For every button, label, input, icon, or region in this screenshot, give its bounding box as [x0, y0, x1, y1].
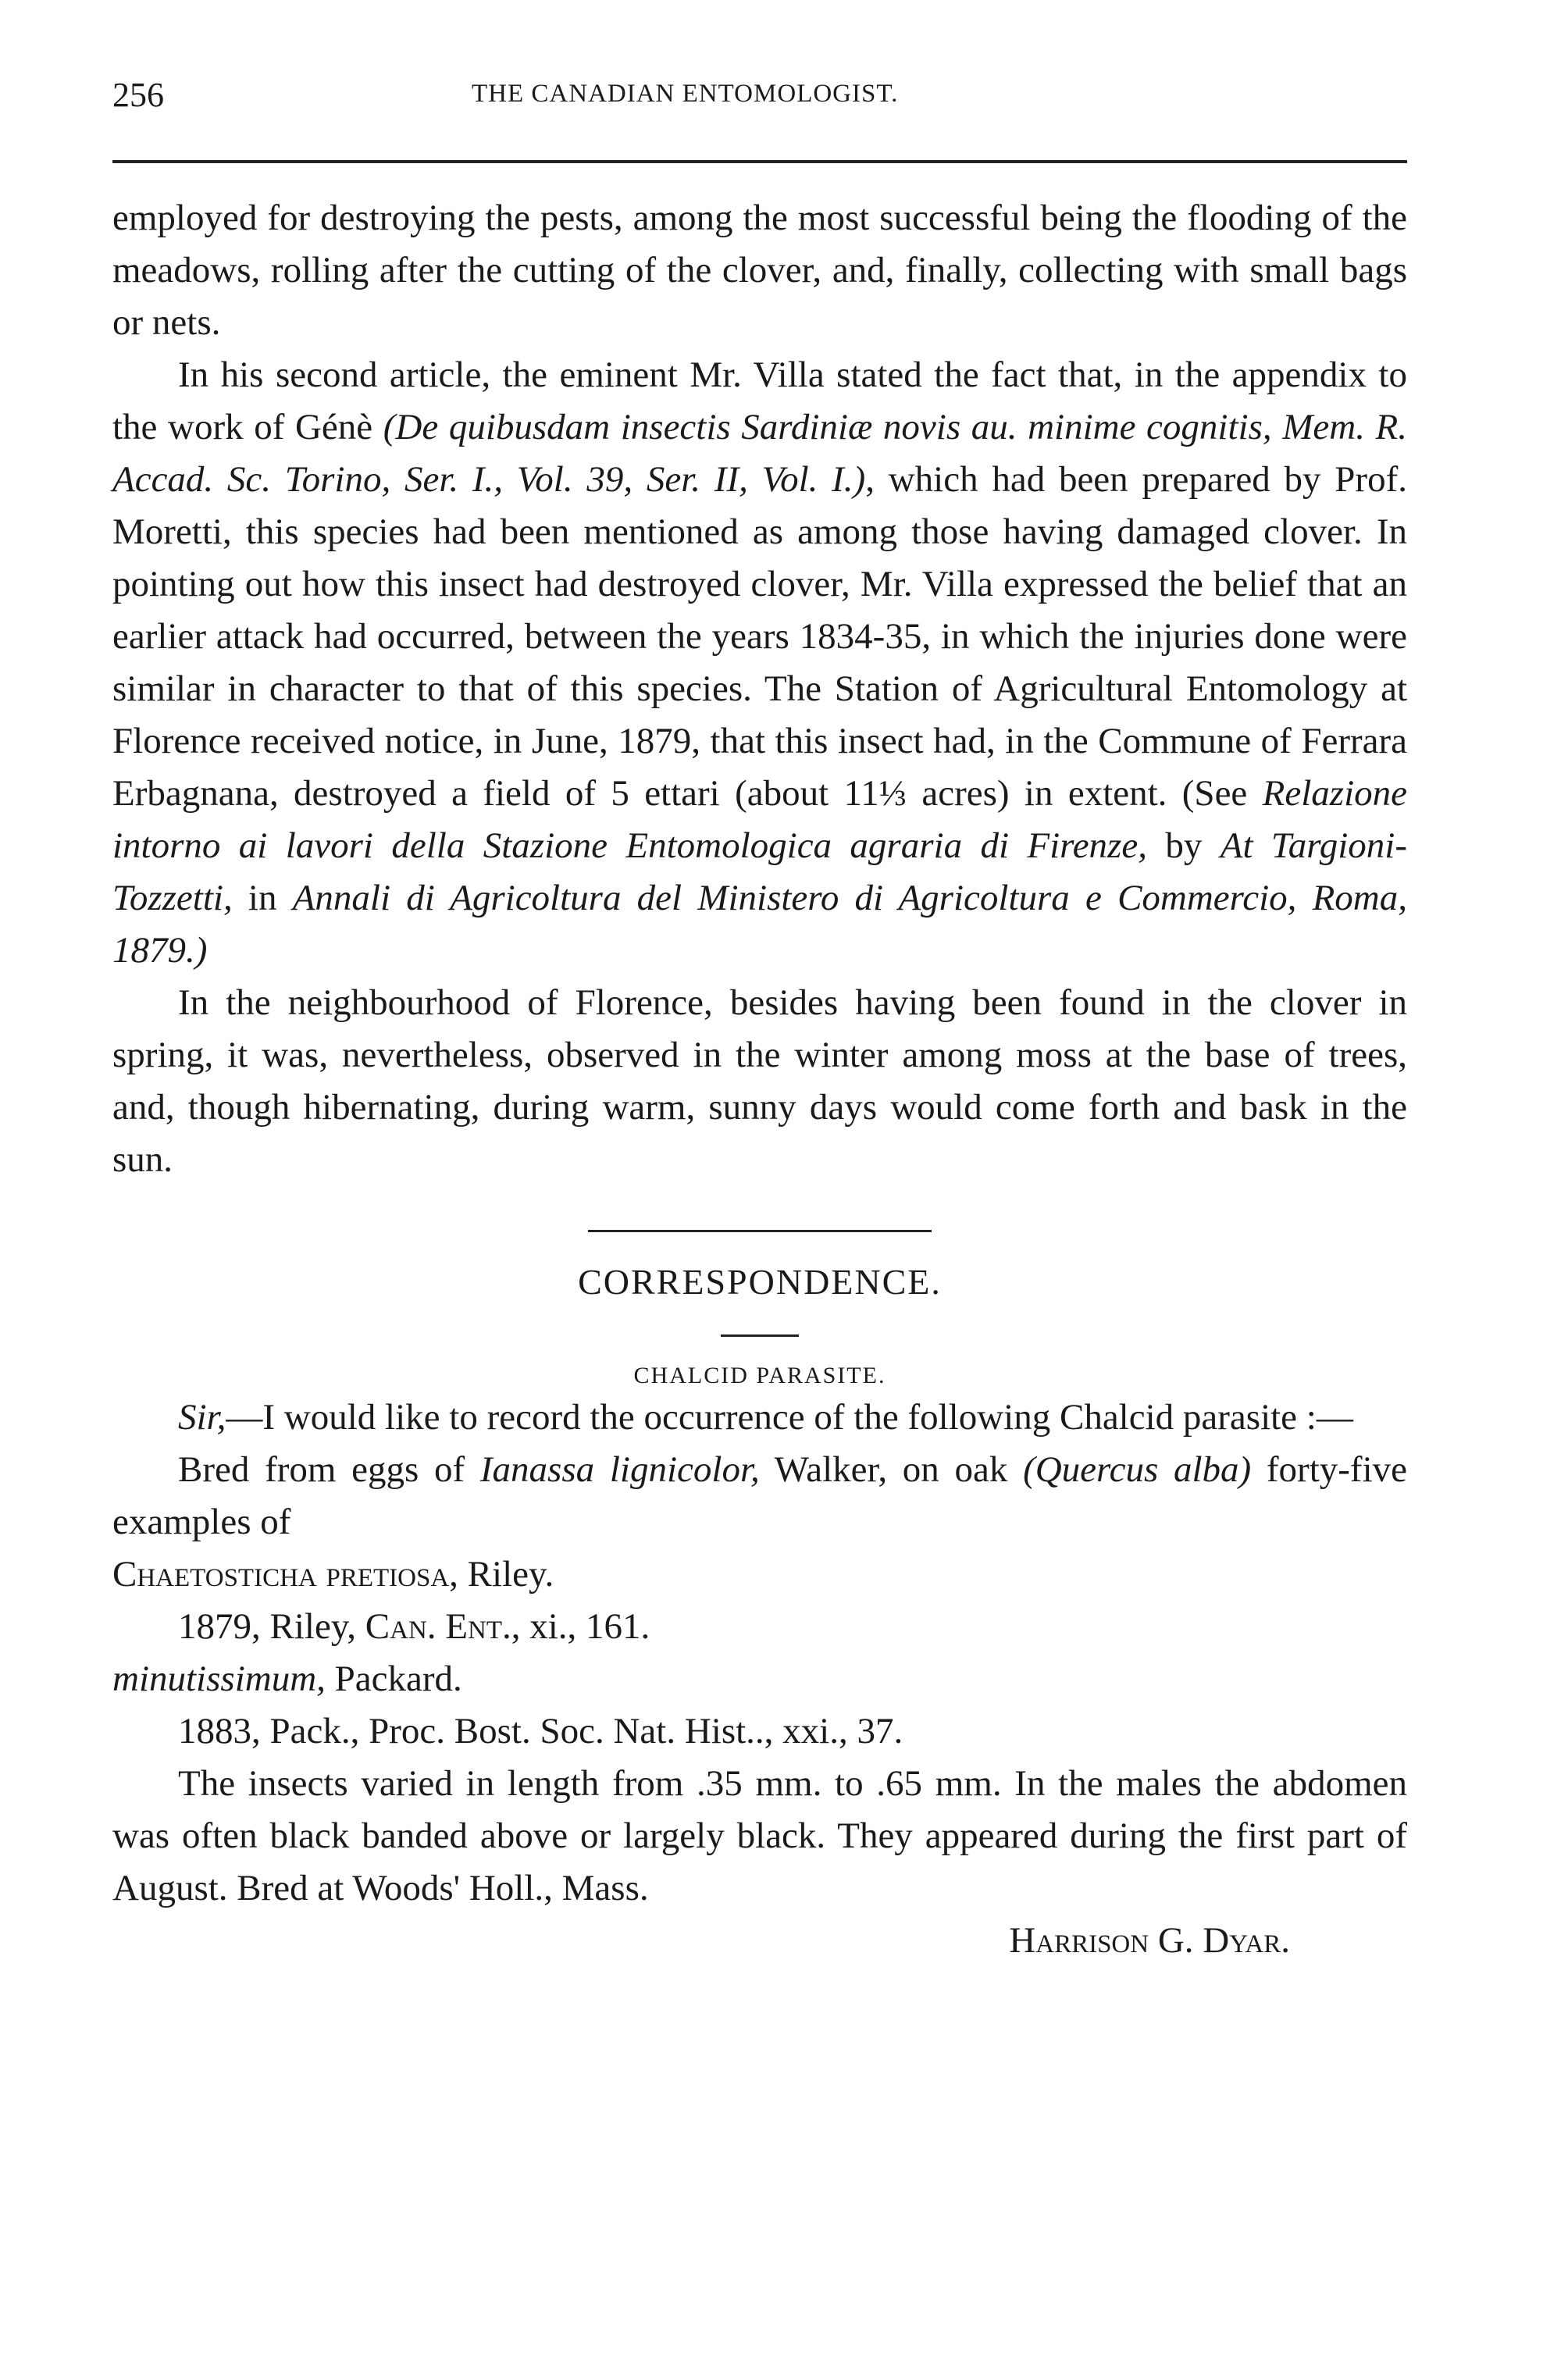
- page-number: 256: [112, 76, 164, 114]
- signature: Harrison G. Dyar.: [1009, 1920, 1290, 1961]
- observation-paragraph: The insects varied in length from .35 mm. to .65 mm. In the males the abdomen was often black banded above or largely black. They appeared during the first part of August. Bred at Woods' Holl., Mass.: [112, 1763, 1407, 1908]
- title-ornament: [721, 1334, 799, 1337]
- bred-text-a: Bred from eggs of: [178, 1449, 480, 1490]
- bred-text-b: Walker, on oak: [759, 1449, 1024, 1490]
- article-paragraph-3: In the neighbourhood of Florence, besides having been found in the clover in spring, it was, nevertheless, observed in the winter among moss at the base of trees, and, though hibernating, during warm, sunny days would come forth and bask in the sun.: [112, 982, 1407, 1180]
- page-body: [112, 192, 1407, 1967]
- p2-ref-annali: Annali di Agricoltura del Ministero di Agricoltura e Commercio, Roma, 1879.): [112, 878, 1407, 971]
- header-rule: [112, 160, 1407, 163]
- reference-1883: 1883, Pack., Proc. Bost. Soc. Nat. Hist.., xxi., 37.: [178, 1711, 903, 1751]
- p2-text-b: , which had been prepared by Prof. Moretti, this species had been mentioned as among those having damaged clover. In pointing out how this insect had destroyed clover, Mr. Villa expressed the belief that an earlier attack had occurred, between the years 1834-35, in which the injuries done were similar in character to that of this species. The Station of Agricultural Entomology at Florence received notice, in June, 1879, that this insect had, in the Commune of Ferrara Erbagnana, destroyed a field of 5 ettari (about 11⅓ acres) in extent. (See: [112, 459, 1407, 814]
- p2-text-d: in: [232, 878, 293, 918]
- page-header: [112, 75, 1407, 130]
- species-name: Chaetosticha pretiosa,: [112, 1554, 458, 1595]
- species-author: Riley.: [458, 1554, 554, 1595]
- section-title: CORRESPONDENCE.: [578, 1262, 942, 1302]
- bred-text-c: forty-five examples of: [112, 1449, 1407, 1542]
- plant-name: (Quercus alba): [1023, 1449, 1252, 1490]
- p2-ref-author: At Targioni-Tozzetti,: [112, 825, 1408, 918]
- salutation: Sir,: [178, 1397, 226, 1438]
- bred-paragraph: [112, 1444, 1407, 1548]
- p2-text-c: by: [1146, 825, 1221, 866]
- section-separator: [588, 1230, 932, 1232]
- p2-ref-relazione: Relazione intorno ai lavori della Stazione Entomologica agraria di Firenze,: [112, 773, 1407, 866]
- synonym-name: minutissimum,: [112, 1659, 326, 1699]
- article-paragraph-2: [112, 349, 1407, 977]
- host-name: Ianassa lignicolor,: [479, 1449, 760, 1490]
- ref-1879-b: xi., 161.: [520, 1606, 650, 1647]
- reference-1879: [112, 1601, 1407, 1653]
- intro-text: —I would like to record the occurrence of the following Chalcid parasite :—: [226, 1397, 1353, 1438]
- p2-text-a: In his second article, the eminent Mr. Villa stated the fact that, in the appendix to the work of Génè: [112, 355, 1407, 447]
- running-title: THE CANADIAN ENTOMOLOGIST.: [472, 80, 899, 108]
- synonym-line: [112, 1653, 1407, 1705]
- synonym-author: Packard.: [325, 1659, 462, 1699]
- ref-1879-a: 1879, Riley,: [178, 1606, 365, 1647]
- article-paragraph-1: employed for destroying the pests, among the most successful being the flooding of the meadows, rolling after the cutting of the clover, and, finally, collecting with small bags or nets.: [112, 198, 1407, 343]
- letter-intro: [112, 1391, 1407, 1444]
- letter-title: CHALCID PARASITE.: [633, 1363, 886, 1388]
- ref-1879-journal: Can. Ent.,: [365, 1606, 521, 1647]
- species-line: [112, 1548, 1407, 1601]
- p2-ref-gene: (De quibusdam insectis Sardiniæ novis au. minime cognitis, Mem. R. Accad. Sc. Torino, Ser. I., Vol. 39, Ser. II, Vol. I.): [112, 407, 1408, 500]
